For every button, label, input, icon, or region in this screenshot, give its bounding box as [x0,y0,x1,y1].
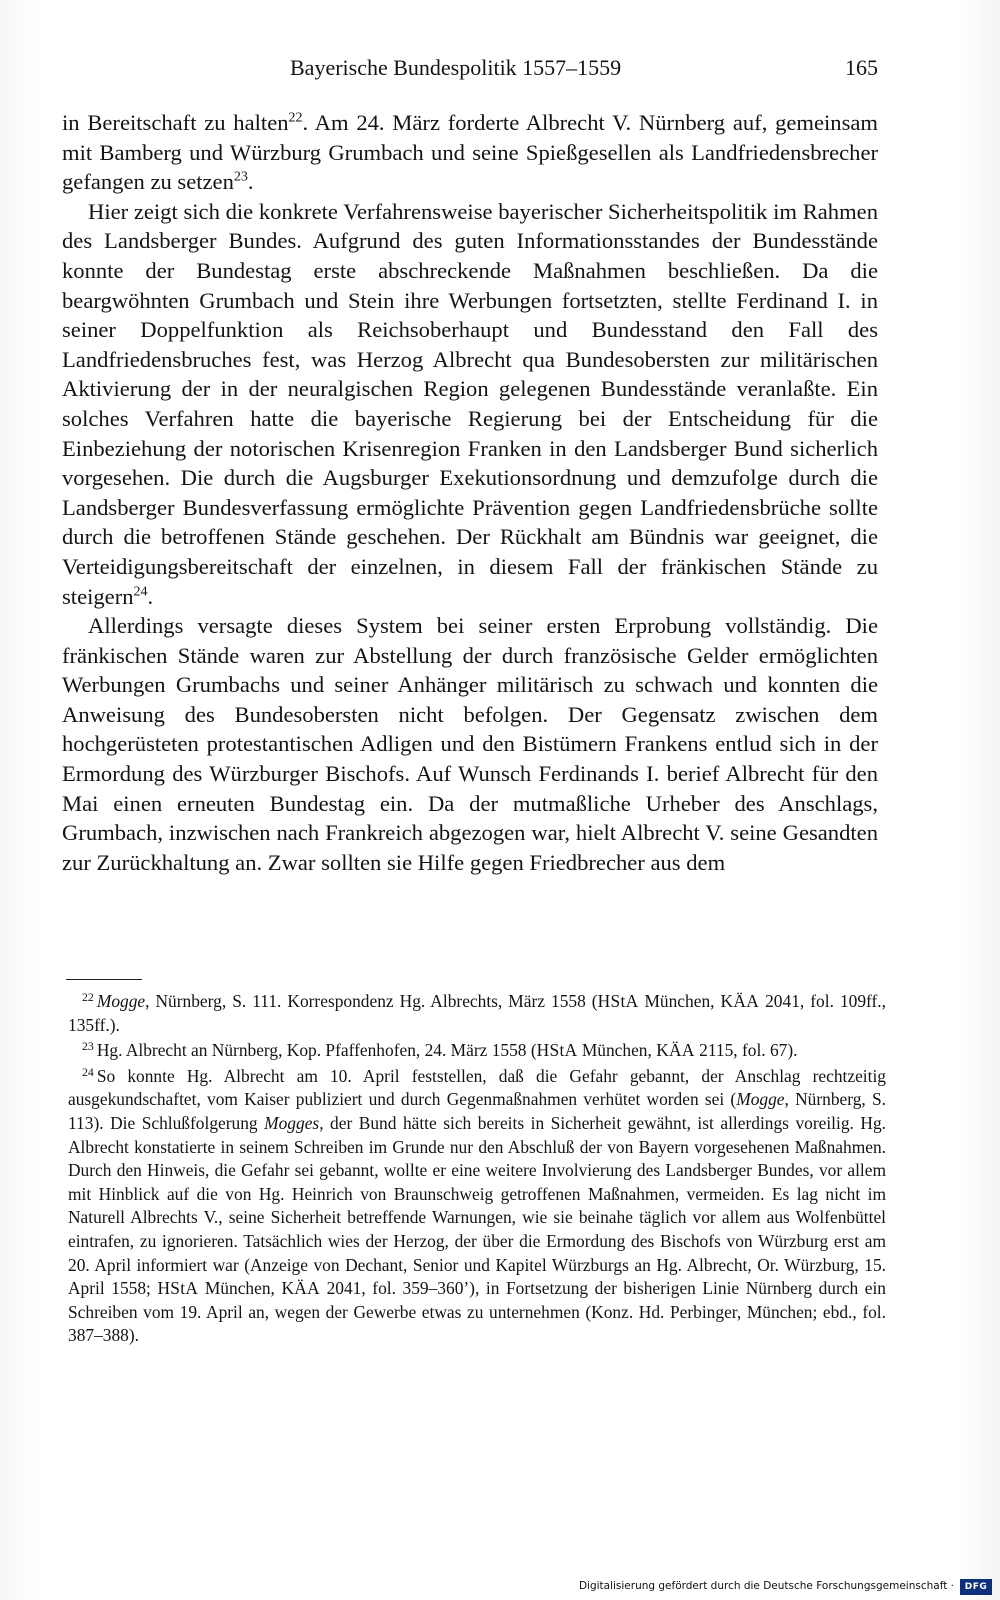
paragraph-text: . Am 24. März forderte Albrecht V. Nürnberg auf, gemeinsam mit Bamberg und Würzburg Grumbach und seine Spießgesellen als Landfriedensbrecher gefangen zu setzen [62,110,878,195]
footnote-divider [66,979,142,980]
running-head [62,52,878,84]
footnote-text: Hg. Albrecht an Nürnberg, Kop. Pfaffenhofen, 24. März 1558 ( [96,1040,537,1061]
archive-abbrev: HStA [536,1040,578,1061]
footnote-text: 2041, fol. 359–360’), in Fortsetzung der bisherigen Linie Nürnberg durch ein Schreiben vom 19. April an, wegen der Gewerbe etwas zu unternehmen (Konz. Hd. Perbinger, München; ebd., fol. 387–388). [68,1278,886,1346]
archive-abbrev: KÄA [656,1040,695,1061]
paragraph-3: Allerdings versagte dieses System bei seiner ersten Erprobung vollständig. Die fränkischen Stände waren zur Abstellung der durch französische Gelder ermöglichten Werbungen Grumbachs und seiner Anhänger militärisch zu schwach und konnten die Anweisung des Bundesobersten nicht befolgen. Der Gegensatz zwischen dem hochgerüsteten protestantischen Adligen und den Bistümern Frankens entlud sich in der Ermordung des Würzburger Bischofs. Auf Wunsch Ferdinands I. berief Albrecht für den Mai einen erneuten Bundestag ein. Da der mutmaßliche Urheber des Anschlags, Grumbach, inzwischen nach Frankreich abgezogen war, hielt Albrecht V. seine Gesandten zur Zurückhaltung an. Zwar sollten sie Hilfe gegen Friedbrecher aus dem [62,613,878,875]
footnote-ref-24[interactable]: 24 [133,584,148,600]
paragraph-text: in Bereitschaft zu halten [62,110,289,135]
footnote-ref-23[interactable]: 23 [233,169,248,185]
footnote-number: 23 [82,1039,94,1054]
archive-abbrev: HStA [157,1278,199,1299]
footnote-number: 24 [82,1064,94,1079]
footnote-24 [68,1065,886,1348]
author-name: Mogges [264,1112,320,1133]
footnote-text: München, [198,1278,282,1299]
paragraph-1 [62,108,878,197]
footnotes [68,990,886,1350]
author-name: Mogge [96,991,146,1011]
paragraph-2 [62,197,878,611]
main-text [62,108,878,877]
digitization-credit: Digitalisierung gefördert durch die Deutsche Forschungsgemeinschaft · [578,1580,954,1592]
footnote-number: 22 [82,990,94,1005]
footnote-text: , Nürnberg, S. 111. Korrespondenz Hg. Albrechts, März 1558 ( [145,991,598,1011]
paragraph-text: . [147,583,154,609]
dfg-logo: DFG [960,1579,992,1595]
paragraph-text: Hier zeigt sich die konkrete Verfahrensweise bayerischer Sicherheitspolitik im Rahmen des Landsberger Bundes. Aufgrund des guten Informationsstandes der Bundesstände konnte der Bundestag erste abschreckende Maßnahmen beschließen. Da die beargwöhnten Grumbach und Stein ihre Werbungen fortsetzten, stellte Ferdinand I. in seiner Doppelfunktion als Reichsoberhaupt und Bundesstand den Fall des Landfriedensbruches fest, was Herzog Albrecht qua Bundesobersten zur militärischen Aktivierung der in der neuralgischen Region gelegenen Bundesstände veranlaßte. Ein solches Verfahren hatte die bayerische Regierung bei der Entscheidung für die Einbeziehung der notorischen Krisenregion Franken in den Landsberger Bund sicherlich vorgesehen. Die durch die Augsburger Exekutionsordnung und demzufolge durch die Landsberger Bundesverfassung ermöglichte Prävention gegen Landfriedensbrüche sollte durch die betroffenen Stände geschehen. Der Rückhalt am Bündnis war geeignet, die Verteidigungsbereitschaft der einzelnen, in diesem Fall der fränkischen Stände zu steigern [62,198,878,609]
running-title: Bayerische Bundespolitik 1557–1559 [290,55,622,80]
paragraph-text: . [247,169,254,195]
archive-abbrev: KÄA [281,1278,321,1299]
footnote-text: 2041, fol. 109ff., 135ff.). [68,991,886,1035]
page-number: 165 [845,55,878,80]
footnote-22 [68,990,886,1037]
archive-abbrev: HStA [597,991,639,1011]
author-name: Mogge [736,1089,785,1110]
footnote-text: München, [577,1040,657,1061]
footnote-text: So konnte Hg. Albrecht am 10. April feststellen, daß die Gefahr gebannt, der Anschlag rechtzeitig ausgekundschaftet, vom Kaiser publiziert und durch Gegenmaßnahmen verhütet worden sei ( [68,1065,886,1110]
footnote-text: München, [638,991,721,1011]
footnote-text: , der Bund hätte sich bereits in Sicherheit gewähnt, ist allerdings voreilig. Hg. Albrecht konstatierte in seinem Schreiben im Grunde nur den Abschluß der von Bayern vorgesehenen Maßnahmen. Durch den Hinweis, die Gefahr sei gebannt, wollte er eine weitere Involvierung des Landsberger Bundes, vor allem mit Hinblick auf die von Hg. Heinrich von Braunschweig getroffenen Maßnahmen, vermeiden. Es lag nicht im Naturell Albrechts V., seine Sicherheit betreffende Warnungen, wie sie beinahe täglich vor allem aus Wolfenbüttel eintrafen, zu ignorieren. Tatsächlich wies der Herzog, der über die Ermordung des Bischofs von Würzburg erst am 20. April informiert war (Anzeige von Dechant, Senior und Kapitel Würzburgs an Hg. Albrecht, Or. Würzburg, 15. April 1558; [68,1112,886,1299]
footnote-ref-22[interactable]: 22 [288,110,303,126]
footnote-text: , Nürnberg, S. 113). Die Schlußfolgerung [68,1089,886,1133]
archive-abbrev: KÄA [720,991,760,1011]
footnote-text: 2115, fol. 67). [694,1040,798,1061]
footnote-23 [68,1039,886,1063]
